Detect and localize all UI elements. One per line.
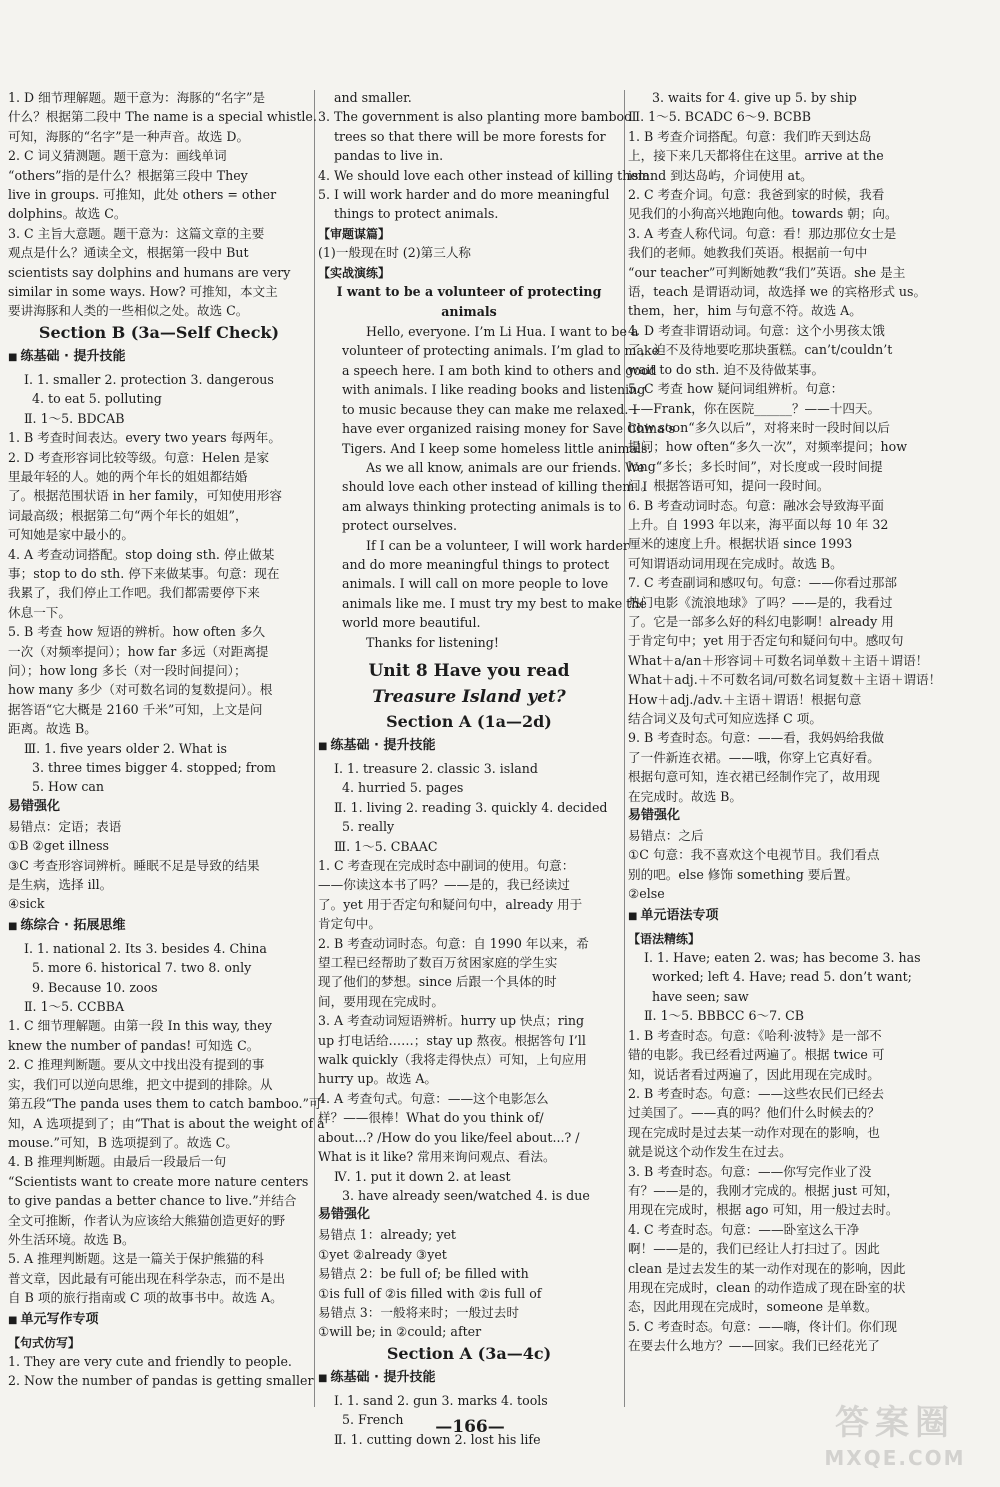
answer-b2: 2. D 考查形容词比较等级。句意：Helen 是家 里最年轻的人。她的两个年长的姐姐都结婚 了。根据范围状语 in her family，可知使用形容 词最高级；根据第二句“两个年长的姐姐”， 可知她是家中最小的。 <box>8 449 282 543</box>
section-a1-q2: 2. B 考查动词时态。句意：自 1990 年以来，希 望工程已经帮助了数百万贫困家庭的学生实 现了他们的梦想。since 后跟一个具体的时 间，要用现在完成时。 <box>318 935 589 1009</box>
section-a2-q7: 7. C 考查副词和感叹句。句意：——你看过那部 热门电影《流浪地球》了吗？——是的，我看过 了。它是一部多么好的科幻电影啊！already 用 于肯定句中；yet 用于否定句和疑问句中。感叹句 What＋a/an＋形容词＋可数名词单数＋主语＋谓语！ What＋adj.＋不可数名词/可数名词复数＋主语＋谓语！ How＋adj./adv.＋主语＋谓语！根据句意 结合词义及句式可知应选择 C 项。 <box>628 575 942 726</box>
answer-b4: 4. A 考查动词搭配。stop doing sth. 停止做某 事；stop to do sth. 停下来做某事。句意：现在 我累了，我们停止工作吧。我们都需要停下来 休息一下。 <box>8 546 280 620</box>
section-a2-answers-cont: 3. waits for 4. give up 5. by ship Ⅲ. 1～5. BCADC 6～9. BCBB <box>628 90 857 125</box>
error-block-3: 易错点：之后 ①C 句意：我不喜欢这个电视节目。我们看点 别的吧。else 修饰 something 要后置。 ②else <box>628 828 880 902</box>
section-a2-q2: 2. C 考查介词。句意：我爸到家的时候，我看 见我们的小狗高兴地跑向他。towards 朝；向。 <box>628 187 898 222</box>
section-a2-q6: 6. B 考查动词时态。句意：融冰会导致海平面 上升。自 1993 年以来，海平面以每 10 年 32 厘米的速度上升。根据状语 since 1993 可知谓语动词用现在完成时。故选 B。 <box>628 497 889 571</box>
error-block-1: 易错点：定语；表语 ①B ②get illness ③C 考查形容词辨析。睡眠不足是导致的结果 是生病，选择 ill。 ④sick <box>8 818 260 912</box>
section-b-part1: Ⅰ. 1. smaller 2. protection 3. dangerous 4. to eat 5. polluting Ⅱ. 1～5. BDCAB <box>24 371 274 426</box>
answer-b5: 5. B 考查 how 短语的辨析。how often 多久 一次（对频率提问）；how far 多远（对距离提 问）；how long 多长（对一段时间提问）； how many 多少（对可数名词的复数提问）。根 据答语“它大概是 2160 千米”可知，上文是问 距离。故选 B。 <box>8 624 273 737</box>
answer-3: 3. C 主旨大意题。题干意为：这篇文章的主要 观点是什么？通读全文，根据第一段中 But scientists say dolphins and humans are very similar in some ways. How? 可推知，本文主 要讲海豚和人类的一些相似之处。故选 C。 <box>8 225 291 319</box>
comprehensive-q5: 5. A 推理判断题。这是一篇关于保护熊猫的科 普文章，因此最有可能出现在科学杂志，而不是出 自 B 项的旅行指南或 C 项的故事书中。故选 A。 <box>8 1251 286 1306</box>
writing-sentences: 1. They are very cute and friendly to people. 2. Now the number of pandas is getting smaller <box>8 1353 314 1389</box>
section-a1-q4: 4. A 考查句式。句意：——这个电影怎么 样？——很棒！What do you think of/ about...? /How do you like/feel about...? / What is it like? 常用来询问观点、看法。 <box>318 1090 580 1165</box>
essay-body: Hello, everyone. I’m Li Hua. I want to be a volunteer of protecting animals. I’m glad to make a speech here. I am both kind to others and good with animals. I like reading books and listening to music because they can make me relaxed. I have ever organized raising money for Save China’s Tigers. And I keep some homeless little animals. As we all know, animals are our friends. We should love each other instead of killing them. I am always thinking protecting animals is to protect ourselves. If I can be a volunteer, I will work harder and do more meaningful things to protect animals. I will call on more people to love animals like me. I must try my best to make the world more beautiful. Thanks for listening! <box>342 324 675 650</box>
answer-b1: 1. B 考查时间表达。every two years 每两年。 <box>8 430 281 446</box>
column-left <box>8 88 325 1391</box>
section-bar-grammar: ■ 单元语法专项 <box>628 906 930 927</box>
grammar-q5: 5. C 考查时态。句意：——嗨，佟计们。你们现 在要去什么地方？——回家。我们已经花光了 <box>628 1318 897 1354</box>
column-right <box>628 88 942 1356</box>
section-a2-q5: 5. C 考查 how 疑问词组辨析。句意： ——Frank，你在医院______？——十四天。 how soon“多久以后”，对将来时一段时间以后 提问；how often“多久一次”，对频率提问；how long“多长；多长时间”，对长度或一段时间提 问。根据答语可知，提问一段时间。 <box>628 381 908 494</box>
error-heading-1: 易错强化 <box>8 798 61 814</box>
section-a1-answers: Ⅰ. 1. treasure 2. classic 3. island 4. hurried 5. pages Ⅱ. 1. living 2. reading 3. quickly 4. decided 5. really Ⅲ. 1～5. CBAAC <box>334 760 608 854</box>
section-a1-title: Section A (1a—2d) <box>386 711 552 731</box>
error-block-2: 易错点 1：already; yet ①yet ②already ③yet 易错点 2：be full of; be filled with ①is full of ②is filled with ②is full of 易错点 3：一般将来时；一般过去时 ①will be; in ②could; after <box>318 1227 542 1340</box>
answer-1: 1. D 细节理解题。题干意为：海豚的“名字”是 什么？根据第二段中 The name is a special whistle. 可知，海豚的“名字”是一种声音。故选 D。 <box>8 90 317 144</box>
grammar-q1: 1. B 考查时态。句意：《哈利·波特》是一部不 错的电影。我已经看过两遍了。根据 twice 可 知，说话者看过两遍了，因此用现在完成时。 <box>628 1027 885 1082</box>
section-a2-title: Section A (3a—4c) <box>386 1343 552 1363</box>
answer-2: 2. C 词义猜测题。题干意为：画线单词 “others”指的是什么？根据第三段中 They live in groups. 可推知，此处 others = other dolphins。故选 C。 <box>8 148 277 222</box>
section-bar-basics-3: ■ 练基础 · 提升技能 <box>318 1368 620 1389</box>
column-divider-1 <box>314 90 315 1407</box>
grammar-q4: 4. C 考查时态。句意：——卧室这么干净 啊！——是的，我们已经让人打扫过了。因此 clean 是过去发生的某一动作对现在的影响，因此 用现在完成时，clean 的动作造成了现在卧室的状 态，因此用现在完成时，someone 是单数。 <box>628 1221 906 1315</box>
section-a1-q1: 1. C 考查现在完成时态中副词的使用。句意： ——你读这本书了吗？——是的，我已经读过 了。yet 用于否定句和疑问句中，already 用于 肯定句中。 <box>318 858 583 932</box>
error-heading-2: 易错强化 <box>318 1207 371 1223</box>
planning-answer: (1)一般现在时 (2)第三人称 <box>318 245 472 261</box>
section-b-title: Section B (3a—Self Check) <box>38 322 280 342</box>
error-heading-3: 易错强化 <box>628 808 681 824</box>
section-a2-answers: Ⅰ. 1. sand 2. gun 3. marks 4. tools 5. French Ⅱ. 1. cutting down 2. lost his life <box>334 1392 548 1447</box>
section-a2-q4: 4. D 考查非谓语动词。句意：这个小男孩太饿 了，迫不及待地要吃那块蛋糕。can’t/couldn’t wait to do sth. 迫不及待做某事。 <box>628 322 893 377</box>
watermark-bottom: MXQE.COM <box>824 1446 966 1470</box>
section-a2-q9: 9. B 考查时态。句意：——看，我妈妈给我做 了一件新连衣裙。——哦，你穿上它真好看。 根据句意可知，连衣裙已经制作完了，故用现 在完成时。故选 B。 <box>628 730 884 804</box>
section-bar-comprehensive: ■ 练综合 · 拓展思维 <box>8 916 310 937</box>
unit-title: Unit 8 Have you read <box>368 660 570 681</box>
section-bar-basics: ■ 练基础 · 提升技能 <box>8 347 310 368</box>
tag-practice: 【 实战演练 】 <box>318 264 390 282</box>
grammar-q2: 2. B 考查时态。句意：——这些农民们已经去 过美国了。——真的吗？他们什么时候去的？ 现在完成时是过去某一动作对现在的影响，也 就是说这个动作发生在过去。 <box>628 1085 884 1160</box>
section-a2-q1: 1. B 考查介词搭配。句意：我们昨天到达岛 上，接下来几天都将住在这里。arrive at the island 到达岛屿，介词使用 at。 <box>628 128 884 183</box>
section-a1-part4: Ⅳ. 1. put it down 2. at least 3. have already seen/watched 4. is due <box>334 1168 590 1203</box>
column-divider-2 <box>624 90 625 1407</box>
comprehensive-q1: 1. C 细节理解题。由第一段 In this way, they knew the number of pandas! 可知选 C。 <box>8 1018 272 1053</box>
grammar-answers: Ⅰ. 1. Have; eaten 2. was; has become 3. has worked; left 4. Have; read 5. don’t want; have seen; saw Ⅱ. 1～5. BBBCC 6～7. CB <box>644 950 921 1024</box>
comprehensive-q2: 2. C 推理判断题。要从文中找出没有提到的事 实，我们可以逆向思维，把文中提到的排除。从 第五段“The panda uses them to catch bamboo.”可 知，A 选项提到了；由“That is about the weight of a mouse.”可知，B 选项提到了。故选 C。 <box>8 1057 325 1150</box>
tag-grammar-practice: 【 语法精练 】 <box>628 930 700 948</box>
grammar-q3: 3. B 考查时态。句意：——你写完作业了没 有？——是的，我刚才完成的。根据 just 可知， 用现在完成时，根据 ago 可知，用一般过去时。 <box>628 1163 899 1218</box>
section-a2-q3: 3. A 考查人称代词。句意：看！那边那位女士是 我们的老师。她教我们英语。根据前一句中 “our teacher”可判断她教“我们”英语。she 是主 语，teach 是谓语动词，故选择 we 的宾格形式 us。 them，her，him 与句意不符。故选 A。 <box>628 225 927 319</box>
section-b-part3: Ⅲ. 1. five years older 2. What is 3. three times bigger 4. stopped; from 5. How can <box>24 740 276 795</box>
tag-sentence-imitation: 【 句式仿写 】 <box>8 1334 80 1352</box>
essay-title: I want to be a volunteer of protecting animals <box>336 284 602 320</box>
tag-planning: 【 审题谋篇 】 <box>318 225 390 243</box>
page-number: —166— <box>435 1417 505 1437</box>
comprehensive-answers: Ⅰ. 1. national 2. Its 3. besides 4. China 5. more 6. historical 7. two 8. only 9. Because 10. zoos Ⅱ. 1～5. CCBBA <box>24 940 267 1015</box>
comprehensive-q4: 4. B 推理判断题。由最后一段最后一句 “Scientists want to create more nature centers to give pandas a better chance to live.”并结合 全文可推断，作者认为应该给大熊猫创造更好的野 外生活环境。故选 B。 <box>8 1154 309 1247</box>
section-bar-writing: ■ 单元写作专项 <box>8 1310 310 1331</box>
section-a1-q3: 3. A 考查动词短语辨析。hurry up 快点；ring up 打电话给……；stay up 熬夜。根据答句 I’ll walk quickly（我将走得快点）可知，上句应用 hurry up。故选 A。 <box>318 1013 587 1087</box>
writing-sentences-cont: and smaller. 3. The government is also planting more bamboo trees so that there will be more forests for pandas to live in. 4. We should love each other instead of killing them. 5. I will work harder and do more meaningful things to protect animals. <box>318 90 654 222</box>
watermark-top: 答案圈 <box>835 1403 955 1443</box>
section-bar-basics-2: ■ 练基础 · 提升技能 <box>318 736 620 757</box>
watermark <box>800 1400 990 1480</box>
unit-subtitle: Treasure Island yet? <box>372 686 566 707</box>
